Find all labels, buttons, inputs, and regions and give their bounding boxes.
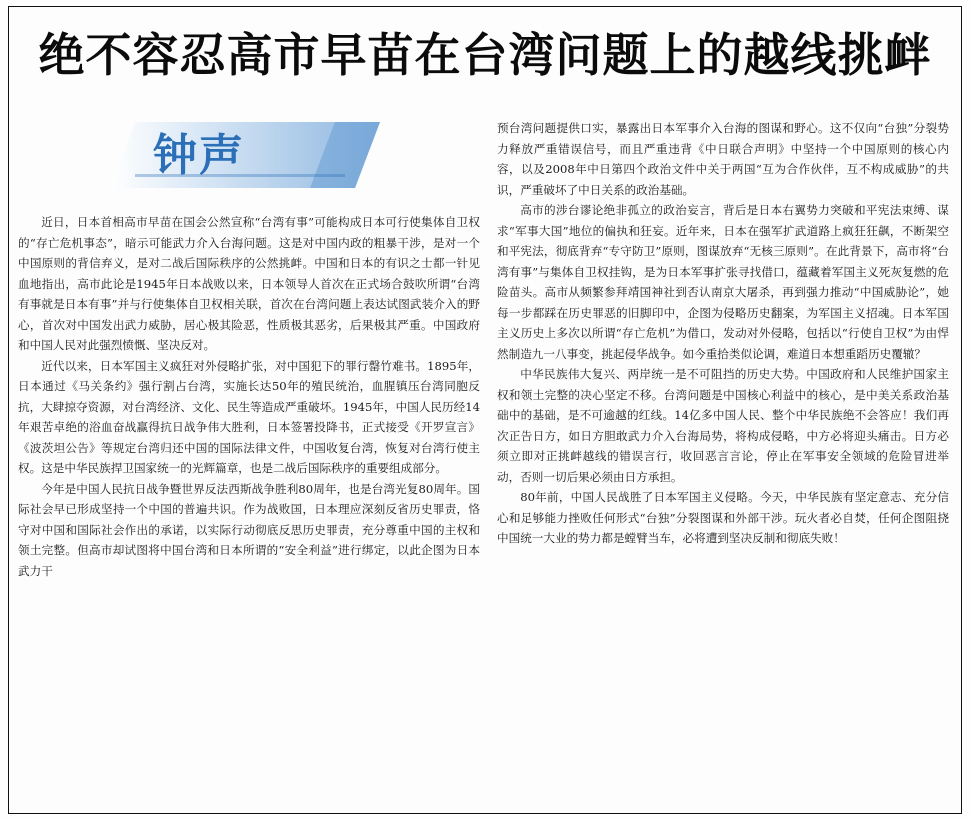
article-paragraph: 中华民族伟大复兴、两岸统一是不可阻挡的历史大势。中国政府和人民维护国家主权和领土完整的决心坚定不移。台湾问题是中国核心利益中的核心，是中美关系政治基础中的基础，是不可逾越的红线。14亿多中国人民、整个中华民族绝不会答应！我们再次正告日方，如日方胆敢武力介入台海局势，将构成侵略，中方必将迎头痛击。日方必须立即对正挑衅越线的错误言行，收回恶言言论，停止在军事安全领域的危险冒进举动，否则一切后果必须由日方承担。 bbox=[497, 367, 949, 484]
article-paragraph: 预台湾问题提供口实，暴露出日本军事介入台海的图谋和野心。这不仅向“台独”分裂势力释放严重错误信号，而且严重违背《中日联合声明》中坚持一个中国原则的核心内容，以及2008年中日第四个政治文件中关于两国“互为合作伙伴，互不构成威胁”的共识，严重破坏了中日关系的政治基础。 bbox=[497, 121, 949, 197]
article-paragraph: 近代以来，日本军国主义疯狂对外侵略扩张，对中国犯下的罪行罄竹难书。1895年，日本通过《马关条约》强行割占台湾，实施长达50年的殖民统治，血腥镇压台湾同胞反抗，大肆掠夺资源，对台湾经济、文化、民生等造成严重破坏。1945年，中国人民历经14年艰苦卓绝的浴血奋战赢得抗日战争伟大胜利，日本签署投降书，正式接受《开罗宣言》《波茨坦公告》等规定台湾归还中国的国际法律文件，中国收复台湾，恢复对台湾行使主权。这是中华民族捍卫国家统一的光辉篇章，也是二战后国际秩序的重要组成部分。 bbox=[18, 358, 480, 475]
headline: 绝不容忍高市早苗在台湾问题上的越线挑衅 bbox=[38, 28, 932, 82]
column-brand-label: 钟声 bbox=[153, 130, 245, 181]
article-paragraph: 今年是中国人民抗日战争暨世界反法西斯战争胜利80周年，也是台湾光复80周年。国际社会早已形成坚持一个中国的普遍共识。作为战败国，日本理应深刻反省历史罪责，恪守对中国和国际社会作出的承诺，以实际行动彻底反思历史罪责，充分尊重中国的主权和领土完整。但高市却试图将中国台湾和日本所谓的“安全利益”进行绑定，以此企图为日本武力干 bbox=[18, 481, 480, 578]
article-paragraph: 近日，日本首相高市早苗在国会公然宣称“台湾有事”可能构成日本可行使集体自卫权的“存亡危机事态”，暗示可能武力介入台海问题。这是对中国内政的粗暴干涉，是对一个中国原则的背信弃义，是对二战后国际秩序的公然挑衅。中国和日本的有识之士都一针见血地指出，高市此论是1945年日本战败以来，日本领导人首次在正式场合鼓吹所谓“台湾有事就是日本有事”并与行使集体自卫权相关联，首次在台湾问题上表达试图武装介入的野心，首次对中国发出武力威胁，居心极其险恶，性质极其恶劣，后果极其严重。中国政府和中国人民对此强烈愤慨、坚决反对。 bbox=[18, 215, 480, 352]
article-paragraph: 高市的涉台谬论绝非孤立的政治妄言，背后是日本右翼势力突破和平宪法束缚、谋求“军事大国”地位的偏执和狂妄。近年来，日本在强军扩武道路上疯狂狂飙，不断架空和平宪法，彻底背弃“专守防卫”原则，图谋放弃“无核三原则”。在此背景下，高市将“台湾有事”与集体自卫权挂钩，是为日本军事扩张寻找借口，蕴藏着军国主义死灰复燃的危险苗头。高市从频繁参拜靖国神社到否认南京大屠杀，再到强力推动“中国威胁论”，她每一步都踩在历史罪恶的旧脚印中，企图为侵略历史翻案，为军国主义招魂。日本军国主义历史上多次以所谓“存亡危机”为借口，发动对外侵略，包括以“行使自卫权”为由悍然制造九一八事变，挑起侵华战争。如今重拾类似论调，难道日本想重蹈历史覆辙？ bbox=[497, 203, 949, 361]
article-paragraph: 80年前，中国人民战胜了日本军国主义侵略。今天，中华民族有坚定意志、充分信心和足够能力挫败任何形式“台独”分裂图谋和外部干涉。玩火者必自焚，任何企图阻挠中国统一大业的势力都是螳臂当车，必将遭到坚决反制和彻底失败！ bbox=[497, 490, 949, 545]
article-column-left bbox=[18, 212, 480, 802]
column-brand bbox=[105, 116, 380, 194]
article-column-right bbox=[497, 118, 949, 808]
